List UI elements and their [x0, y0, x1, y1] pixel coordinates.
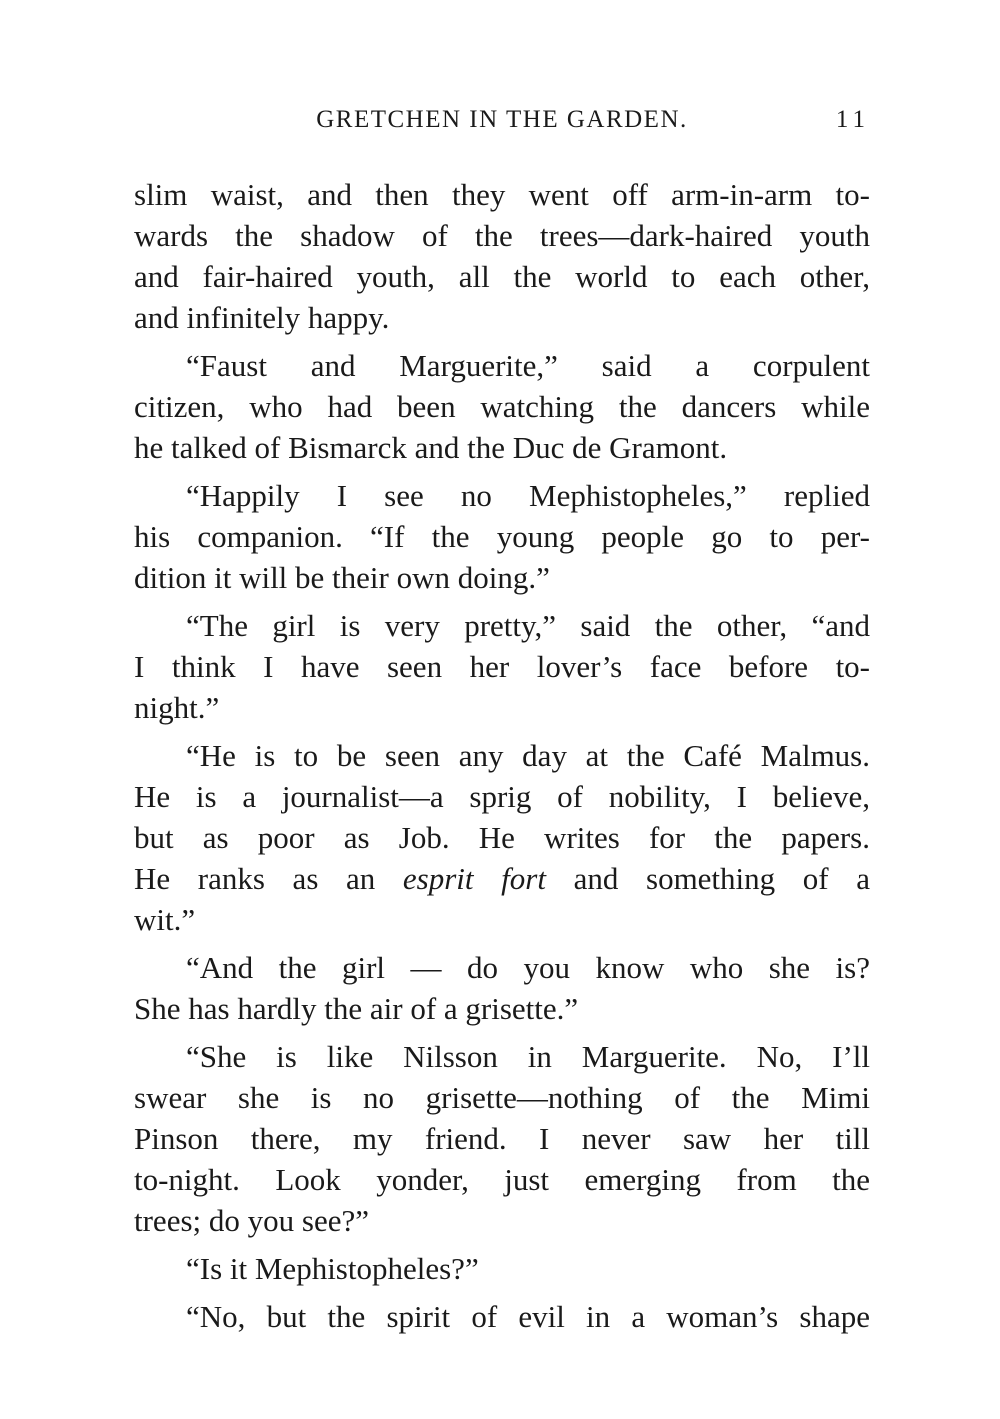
- text-line: he talked of Bismarck and the Duc de Gramont.: [134, 430, 728, 465]
- text-line: night.”: [134, 690, 220, 725]
- paragraph: [134, 1296, 870, 1337]
- paragraph: [134, 605, 870, 728]
- italic-phrase: esprit fort: [402, 861, 546, 896]
- text-line: and infinitely happy.: [134, 300, 390, 335]
- text-line-with-italic: [134, 858, 870, 899]
- text-line: citizen, who had been watching the dancers while: [134, 389, 870, 424]
- text-line: “No, but the spirit of evil in a woman’s shape: [186, 1299, 870, 1334]
- text-line: wards the shadow of the trees—dark-haired youth: [134, 218, 870, 253]
- text-segment: and something of a: [573, 861, 871, 896]
- text-line: slim waist, and then they went off arm-in-arm to-: [134, 177, 870, 212]
- body-text: [134, 174, 870, 1344]
- page-number: 11: [835, 106, 870, 133]
- text-line: “And the girl — do you know who she is?: [186, 950, 870, 985]
- text-line: “Happily I see no Mephistopheles,” replied: [186, 478, 870, 513]
- text-line: swear she is no grisette—nothing of the Mimi: [134, 1080, 870, 1115]
- text-line: to-night. Look yonder, just emerging from the: [134, 1162, 870, 1197]
- paragraph: [134, 475, 870, 598]
- text-line: “The girl is very pretty,” said the other, “and: [186, 608, 870, 643]
- text-segment: He ranks as an: [134, 861, 376, 896]
- text-line: “She is like Nilsson in Marguerite. No, I’ll: [186, 1039, 870, 1074]
- text-line: “Faust and Marguerite,” said a corpulent: [186, 348, 870, 383]
- text-line: He is a journalist—a sprig of nobility, I believe,: [134, 779, 870, 814]
- paragraph: [134, 345, 870, 468]
- running-title: GRETCHEN IN THE GARDEN.: [316, 106, 688, 133]
- text-line: his companion. “If the young people go to per-: [134, 519, 870, 554]
- paragraph: [134, 1248, 870, 1289]
- paragraph: [134, 947, 870, 1029]
- text-line: “Is it Mephistopheles?”: [186, 1251, 479, 1286]
- text-line: wit.”: [134, 902, 196, 937]
- text-line: but as poor as Job. He writes for the papers.: [134, 820, 870, 855]
- text-line: Pinson there, my friend. I never saw her till: [134, 1121, 870, 1156]
- text-line: She has hardly the air of a grisette.”: [134, 991, 579, 1026]
- text-line: trees; do you see?”: [134, 1203, 369, 1238]
- text-line: I think I have seen her lover’s face before to-: [134, 649, 870, 684]
- text-line: “He is to be seen any day at the Café Malmus.: [186, 738, 870, 773]
- paragraph: [134, 735, 870, 940]
- paragraph: [134, 174, 870, 338]
- page-header: [134, 106, 870, 138]
- text-line: dition it will be their own doing.”: [134, 560, 550, 595]
- text-line: and fair-haired youth, all the world to each other,: [134, 259, 870, 294]
- paragraph: [134, 1036, 870, 1241]
